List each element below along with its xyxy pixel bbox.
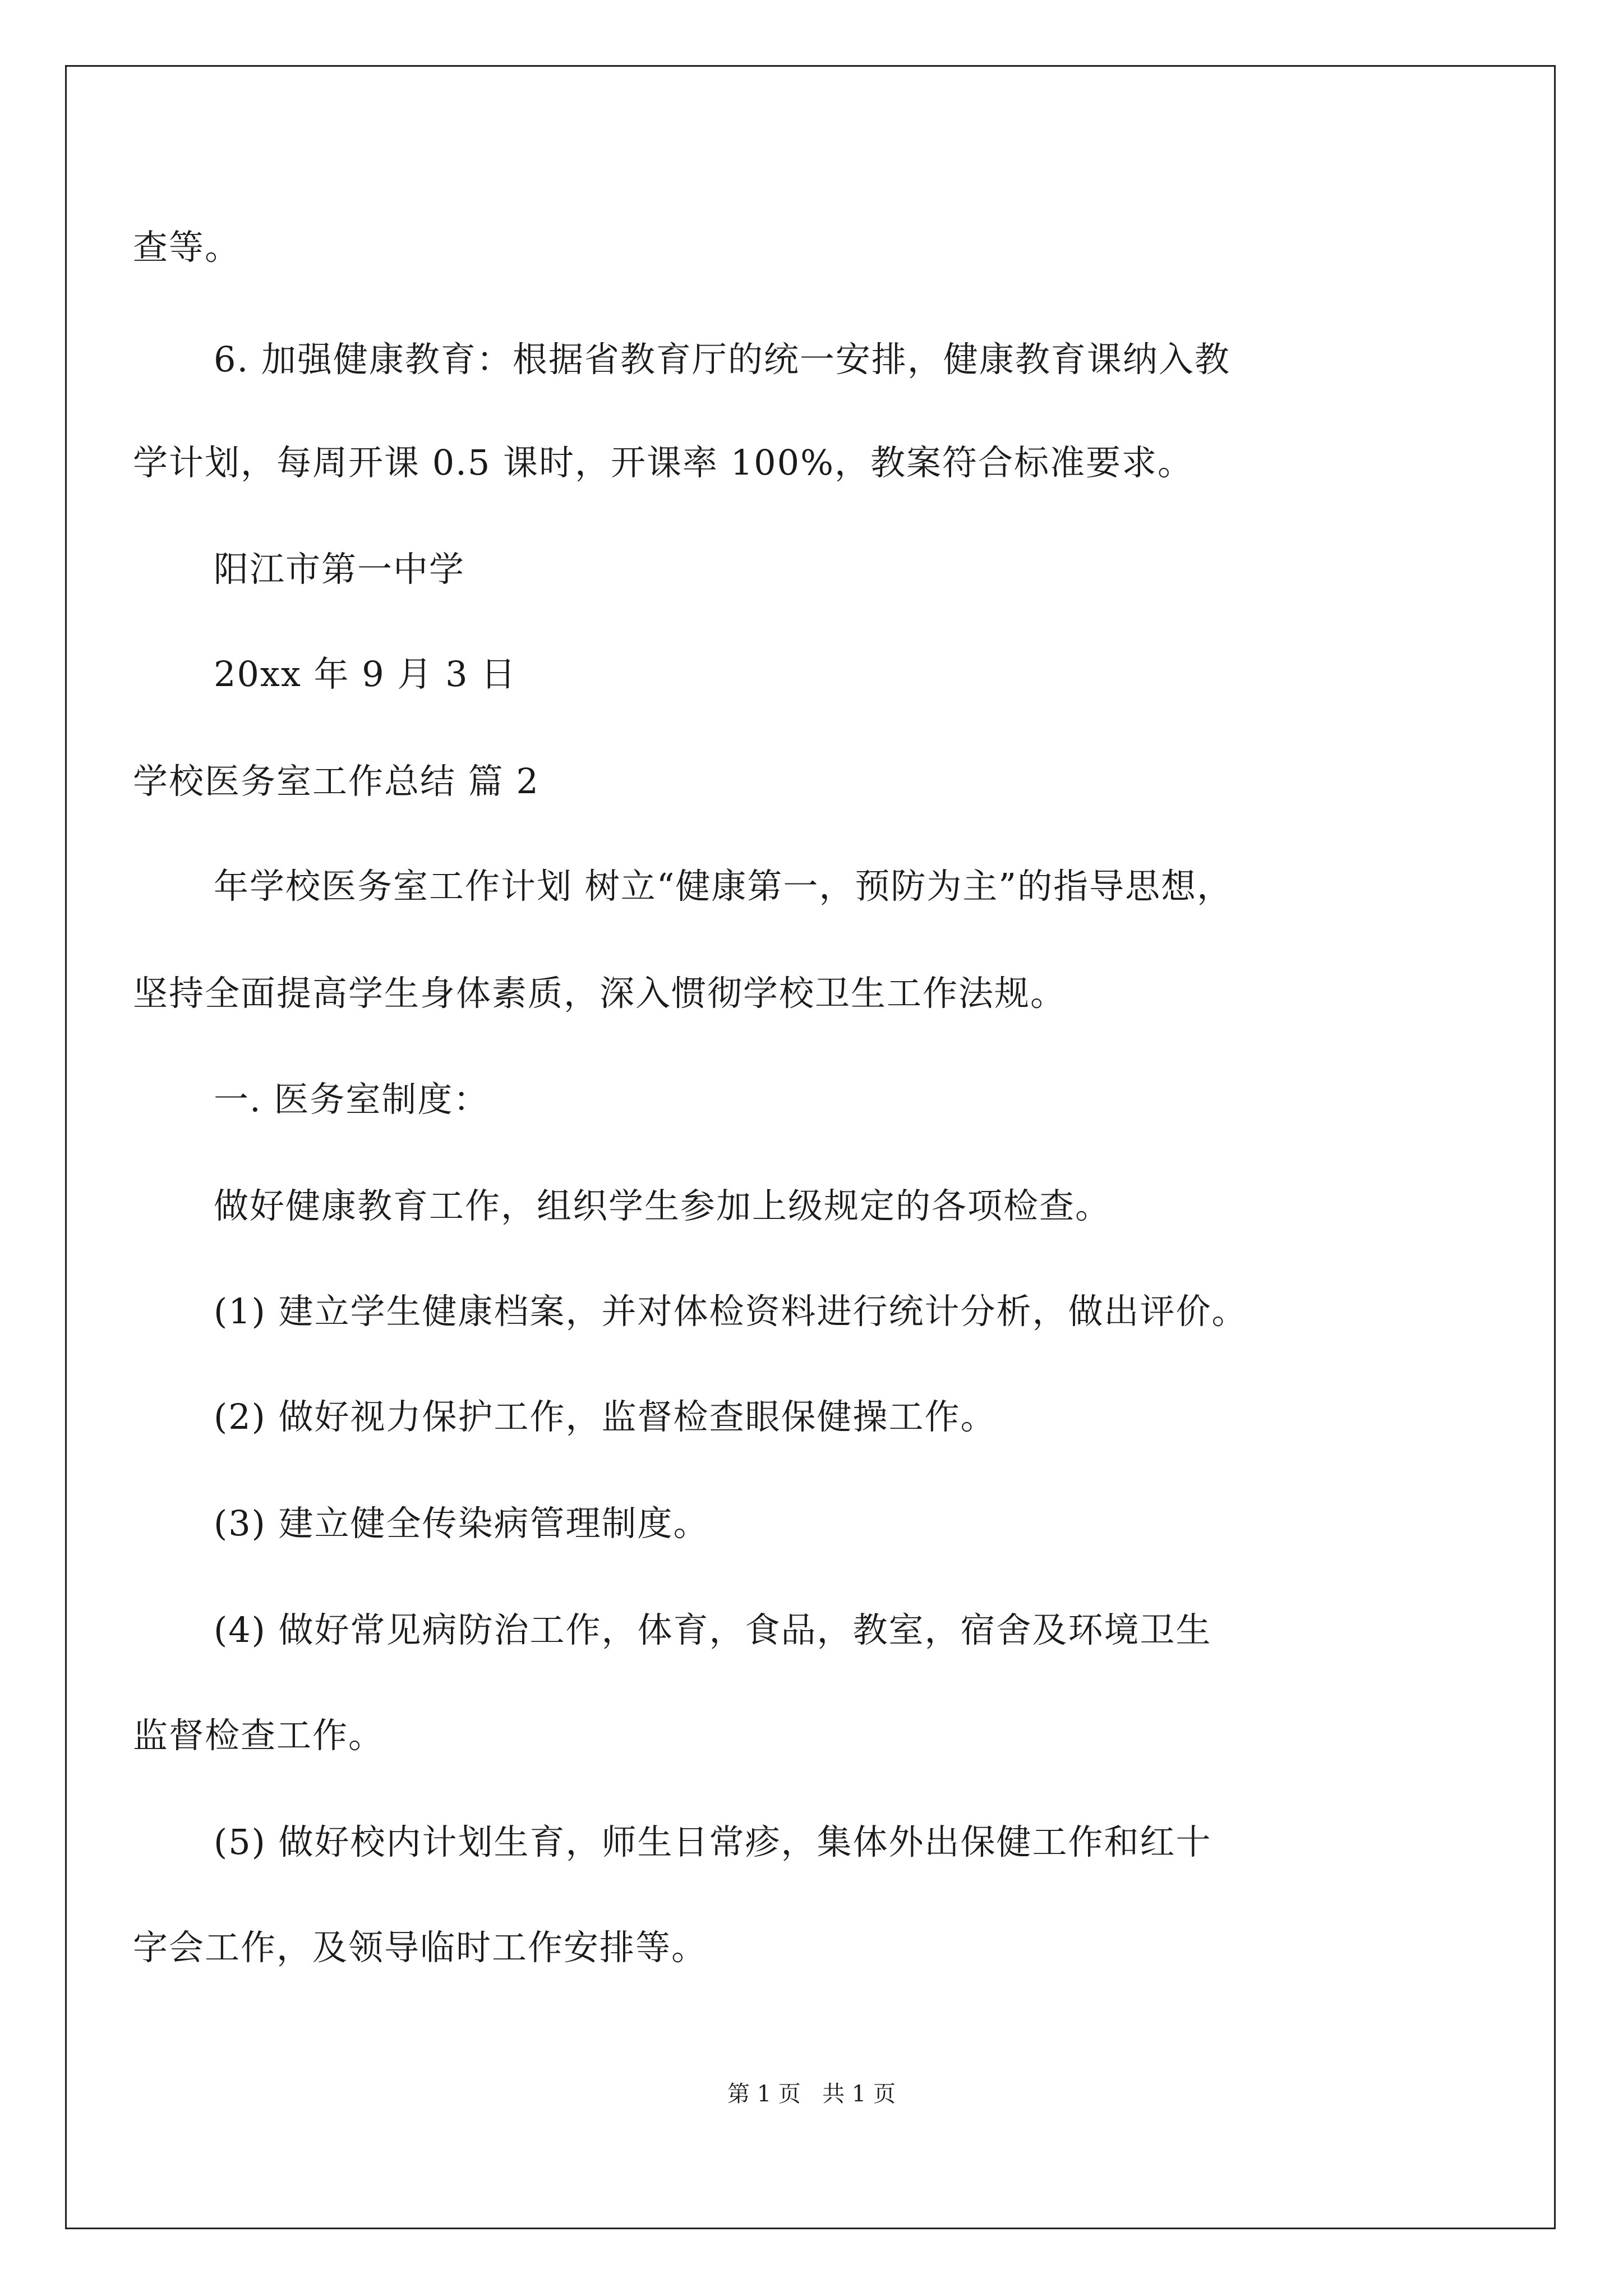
- text-line: 查等。: [133, 227, 241, 268]
- list-item: (3) 建立健全传染病管理制度。: [214, 1503, 709, 1544]
- page-border: [65, 65, 1556, 2229]
- page-number-footer: 第 1 页 共 1 页: [727, 2081, 896, 2107]
- text-line: 6. 加强健康教育：根据省教育厅的统一安排，健康教育课纳入教: [214, 339, 1230, 380]
- list-item: (1) 建立学生健康档案，并对体检资料进行统计分析，做出评价。: [214, 1291, 1248, 1332]
- text-line: 字会工作，及领导临时工作安排等。: [133, 1927, 708, 1968]
- text-line: 学计划，每周开课 0.5 课时，开课率 100%，教案符合标准要求。: [133, 442, 1193, 483]
- list-item: (2) 做好视力保护工作，监督检查眼保健操工作。: [214, 1396, 997, 1437]
- text-line: 年学校医务室工作计划 树立“健康第一，预防为主”的指导思想，: [214, 866, 1233, 907]
- text-line: 做好健康教育工作，组织学生参加上级规定的各项检查。: [214, 1185, 1112, 1226]
- list-item: (4) 做好常见病防治工作，体育，食品，教室，宿舍及环境卫生: [214, 1609, 1212, 1650]
- text-line: 坚持全面提高学生身体素质，深入惯彻学校卫生工作法规。: [133, 973, 1067, 1014]
- list-item: (5) 做好校内计划生育，师生日常疹，集体外出保健工作和红十: [214, 1821, 1212, 1862]
- section-heading: 学校医务室工作总结 篇 2: [133, 761, 540, 802]
- text-line: 20xx 年 9 月 3 日: [214, 654, 517, 694]
- text-line: 阳江市第一中学: [214, 549, 465, 590]
- text-line: 监督检查工作。: [133, 1715, 385, 1756]
- text-line: 一. 医务室制度：: [214, 1079, 490, 1120]
